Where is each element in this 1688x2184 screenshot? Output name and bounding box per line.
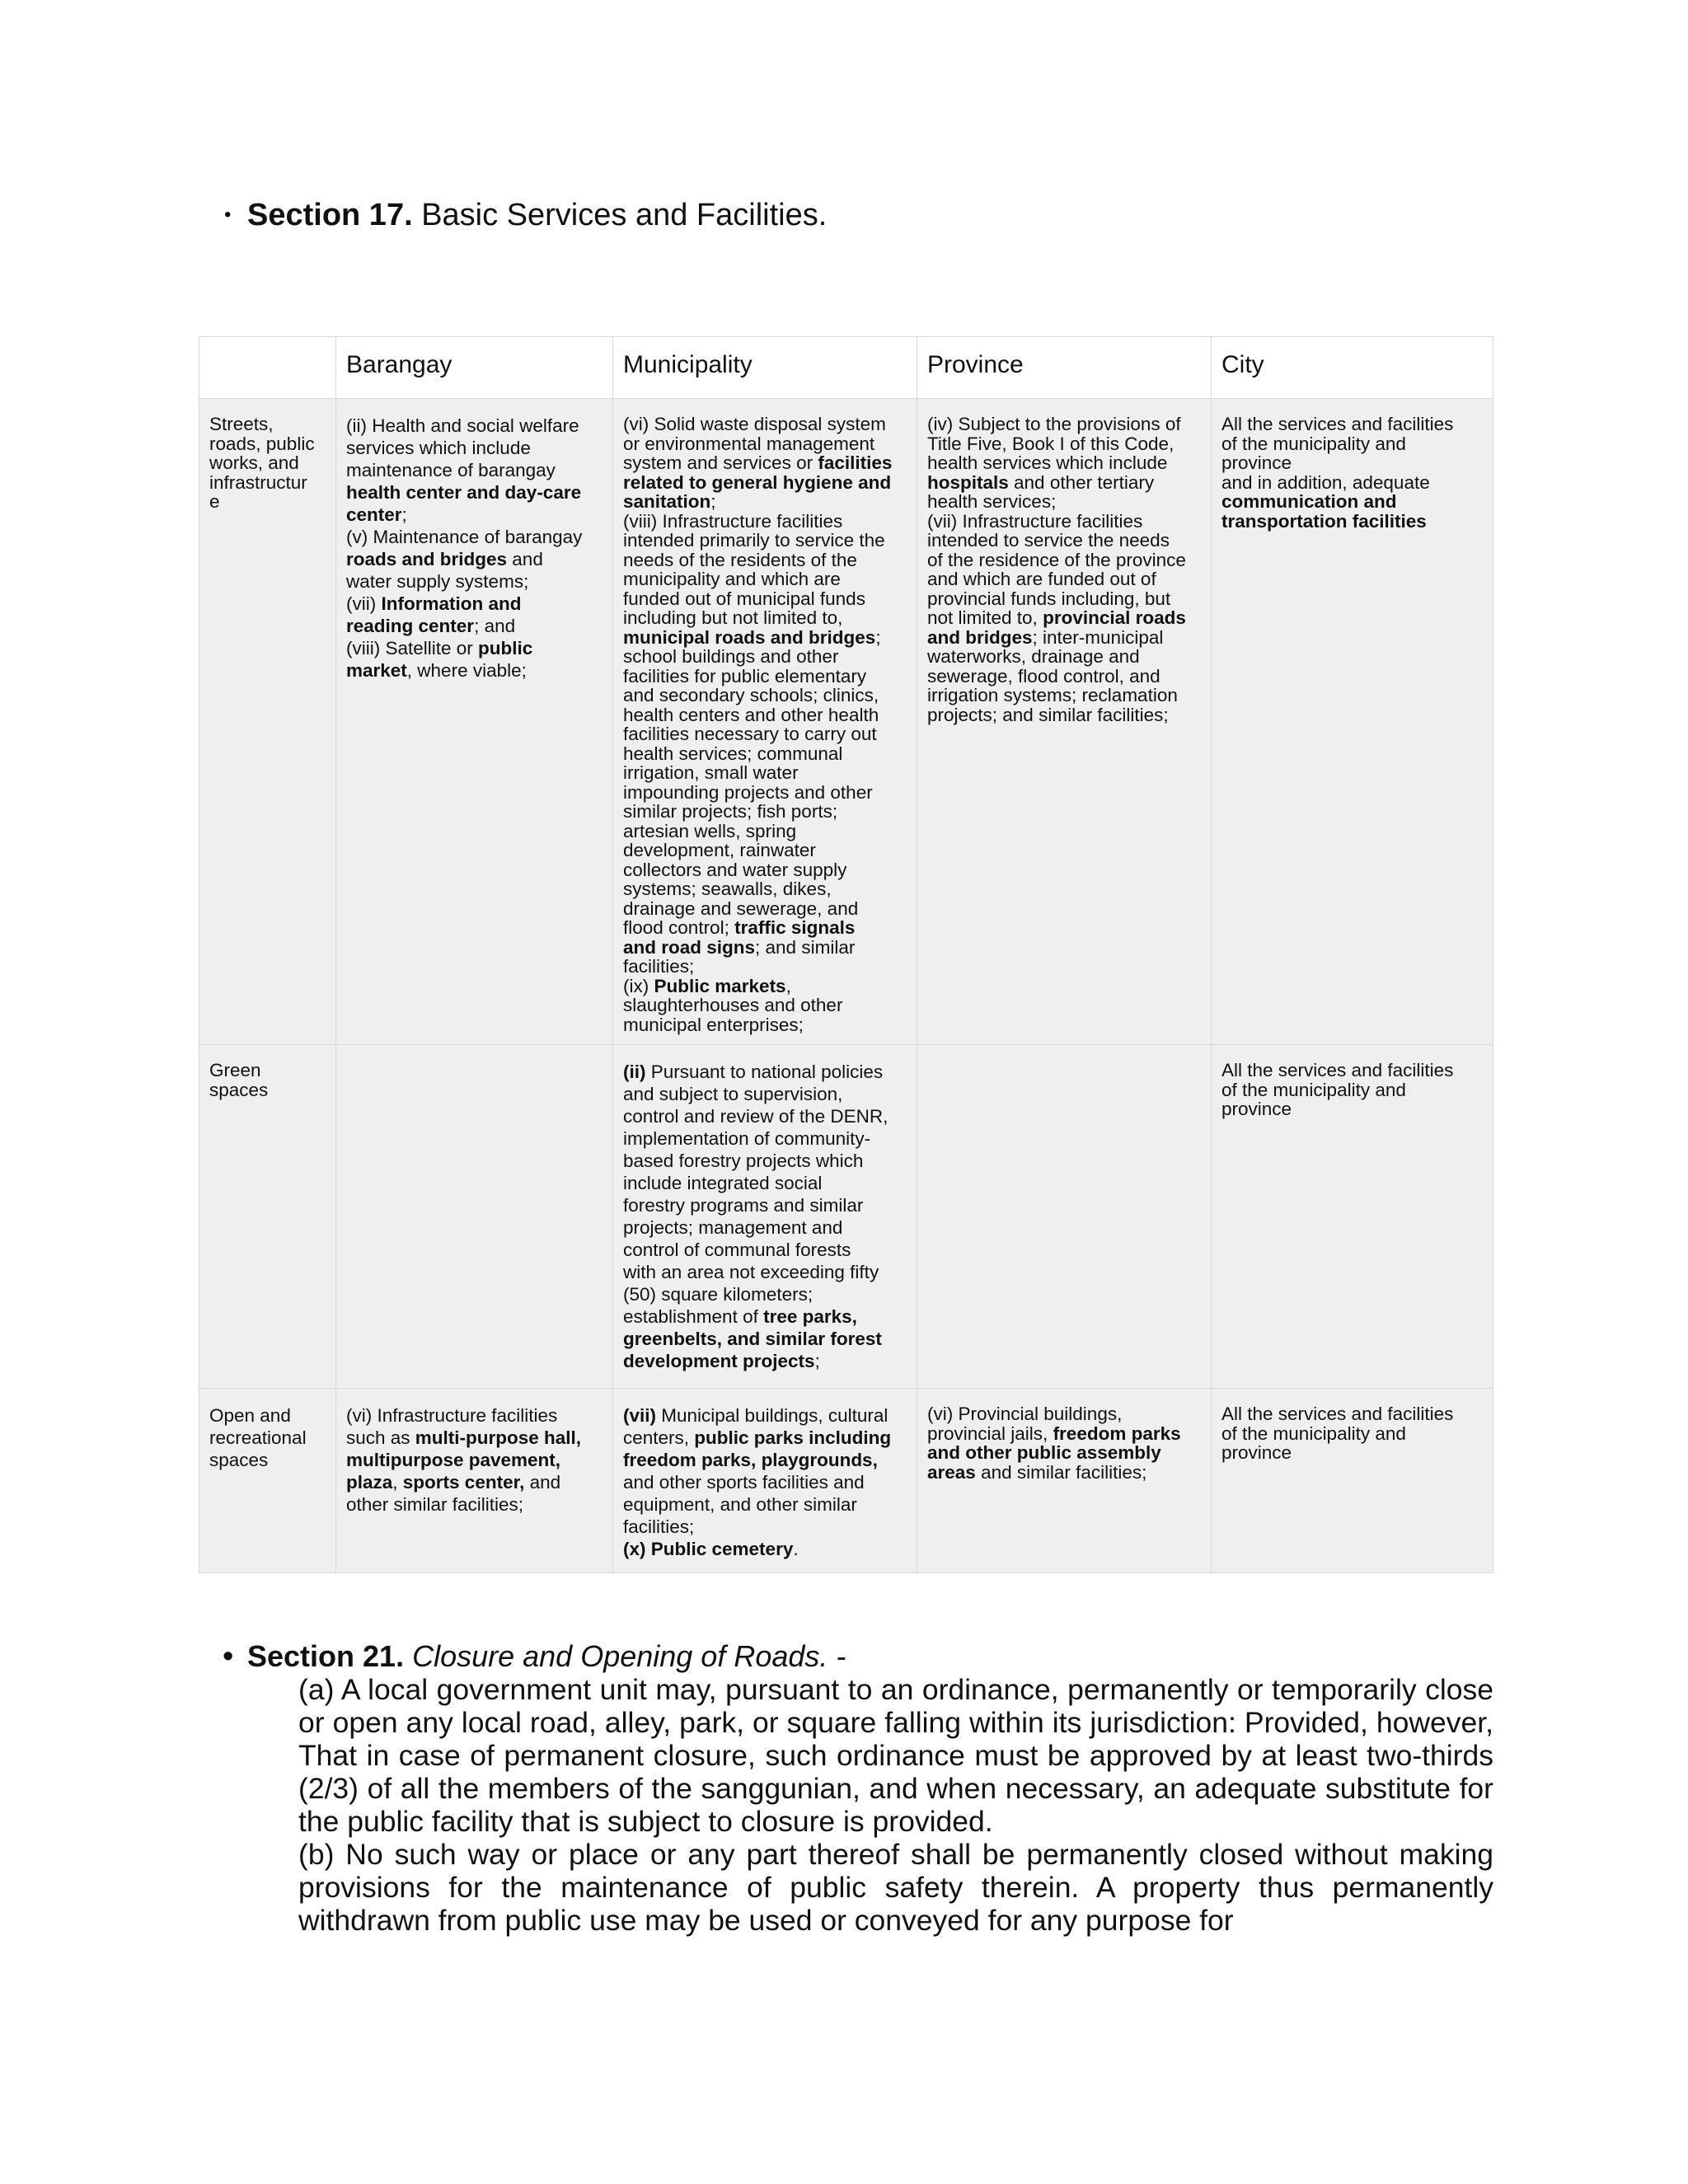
barangay-cell bbox=[336, 1045, 613, 1389]
province-cell bbox=[917, 1045, 1212, 1389]
province-cell bbox=[917, 399, 1212, 1045]
section-21-number: Section 21. bbox=[247, 1639, 405, 1673]
text-run: (vi) Solid waste disposal system or environmental management system and services or bbox=[623, 414, 886, 473]
text-run: Municipal buildings, cultural centers, bbox=[623, 1405, 889, 1448]
text-run: All the services and facilities of the municipality and province bbox=[1221, 1404, 1454, 1463]
bold-text: hospitals bbox=[927, 471, 1009, 493]
text-run: ; school buildings and other facilities for public elementary and secondary schools; clinics, health centers and other health facilities necessary to carry out health services; communal irrigation, small water impounding projects and other similar projects; fish ports; artesian wells, spring development, rainwater collectors and water supply systems; seawalls, dikes, drainage and sewerage, and flood control; bbox=[623, 626, 881, 938]
header-cell-city: City bbox=[1212, 337, 1493, 399]
barangay-cell bbox=[336, 399, 613, 1045]
text-run: . bbox=[793, 1539, 799, 1559]
text-run: ; and similar facilities; (ix) bbox=[623, 936, 856, 996]
text-run: and similar facilities; bbox=[975, 1461, 1147, 1483]
bold-text: tree parks, greenbelts, and similar forest development projects bbox=[623, 1306, 882, 1371]
bold-text: roads and bridges bbox=[346, 549, 508, 569]
text-run: and water supply systems; (vii) bbox=[346, 549, 543, 614]
text-run: ; (viii) Infrastructure facilities intended primarily to service the needs of the residents of the municipality and which are funded out of municipal funds including but not limited to, bbox=[623, 491, 885, 628]
header-cell-province: Province bbox=[917, 337, 1212, 399]
text-run: , where viable; bbox=[406, 660, 527, 681]
bold-text: public market bbox=[346, 638, 533, 681]
bold-text: municipal roads and bridges bbox=[623, 626, 876, 648]
province-cell bbox=[917, 1389, 1212, 1573]
table-header-row bbox=[199, 337, 1493, 399]
text-run: (vi) Provincial buildings, provincial jails, bbox=[927, 1404, 1123, 1444]
city-cell bbox=[1212, 399, 1493, 1045]
bold-text: traffic signals and road signs bbox=[623, 917, 856, 958]
text-run: and other tertiary health services; (vii) Infrastructure facilities intended to service the needs of the residence of the province and which are funded out of provincial funds including, but not limited to, bbox=[927, 471, 1186, 628]
header-cell-barangay: Barangay bbox=[336, 337, 613, 399]
header-cell-municipality: Municipality bbox=[613, 337, 917, 399]
section-21-heading bbox=[223, 1639, 1493, 1674]
section-17-title: Basic Services and Facilities. bbox=[412, 198, 828, 232]
text-run: and other similar facilities; bbox=[346, 1472, 561, 1515]
bullet-icon: • bbox=[224, 204, 232, 226]
bold-text: health center and day-care center bbox=[346, 482, 582, 525]
bold-text: public parks including freedom parks, playgrounds, bbox=[623, 1427, 892, 1470]
text-run: ; inter-municipal waterworks, drainage and sewerage, flood control, and irrigation systems; reclamation projects; and similar facilities; bbox=[927, 626, 1178, 725]
paragraph-a: (a) A local government unit may, pursuant to an ordinance, permanently or temporarily close or open any local road, alley, park, or square falling within its jurisdiction: Provided, however, That in case of permanent closure, such ordinance must be approved by at least two-thirds (2/3) of all the members of the sanggunian, and when necessary, an adequate substitute for the public facility that is subject to closure is provided. bbox=[298, 1673, 1493, 1838]
bold-text: provincial roads and bridges bbox=[927, 607, 1186, 648]
table-row bbox=[199, 1045, 1493, 1389]
table-row bbox=[199, 1389, 1493, 1573]
table-row bbox=[199, 399, 1493, 1045]
bold-text: facilities related to general hygiene and sanitation bbox=[623, 452, 893, 512]
row-category-cell: Open and recreational spaces bbox=[199, 1389, 336, 1573]
municipality-cell bbox=[613, 1389, 917, 1573]
city-cell bbox=[1212, 1389, 1493, 1573]
text-run: ; (v) Maintenance of barangay bbox=[346, 504, 583, 547]
text-run: All the services and facilities of the municipality and province bbox=[1221, 1060, 1454, 1119]
municipality-cell bbox=[613, 399, 917, 1045]
text-run: Pursuant to national policies and subject to supervision, control and review of the DENR, implementation of community- based forestry projects which include integrated social forestry programs and similar projects; management and control of communal forests with an area not exceeding fifty (50) square kilometers; establishment of bbox=[623, 1062, 889, 1327]
barangay-cell bbox=[336, 1389, 613, 1573]
bold-text: multi-purpose hall, multipurpose pavement, plaza bbox=[346, 1427, 582, 1493]
municipality-cell bbox=[613, 1045, 917, 1389]
bold-text: freedom parks and other public assembly areas bbox=[927, 1422, 1181, 1483]
text-run: (ii) Health and social welfare services which include maintenance of barangay bbox=[346, 415, 579, 480]
text-run: and other sports facilities and equipment, and other similar facilities; bbox=[623, 1472, 865, 1537]
section-21-title: Closure and Opening of Roads. - bbox=[404, 1639, 846, 1673]
text-run: (vi) Infrastructure facilities such as bbox=[346, 1405, 558, 1448]
text-run: ; and (viii) Satellite or bbox=[346, 616, 516, 658]
bold-text: Information and reading center bbox=[346, 593, 522, 636]
header-cell-blank bbox=[199, 337, 336, 399]
bold-text: (x) Public cemetery bbox=[623, 1539, 794, 1559]
bold-text: (ii) bbox=[623, 1062, 646, 1082]
bold-text: sports center, bbox=[402, 1472, 525, 1493]
row-category-cell: Streets, roads, public works, and infrastructur e bbox=[199, 399, 336, 1045]
paragraph-b: (b) No such way or place or any part thereof shall be permanently closed without making provisions for the maintenance of public safety therein. A property thus permanently withdrawn from public use may be used or conveyed for any purpose for bbox=[298, 1838, 1493, 1937]
services-table bbox=[199, 336, 1493, 1573]
bold-text: communication and transportation facilities bbox=[1221, 491, 1427, 532]
text-run: , bbox=[392, 1472, 403, 1493]
text-run: ; bbox=[814, 1351, 820, 1371]
bold-text: Public markets bbox=[654, 975, 786, 996]
section-21 bbox=[223, 1639, 1493, 1937]
text-run: (iv) Subject to the provisions of Title Five, Book I of this Code, health services which include bbox=[927, 414, 1181, 473]
bold-text: (vii) bbox=[623, 1405, 657, 1426]
text-run: All the services and facilities of the municipality and province and in addition, adequate bbox=[1221, 414, 1454, 493]
text-run: , slaughterhouses and other municipal enterprises; bbox=[623, 975, 843, 1035]
section-17-number: Section 17. bbox=[247, 198, 413, 232]
bullet-icon: • bbox=[223, 1639, 234, 1674]
section-17-heading bbox=[224, 194, 828, 236]
row-category-cell: Green spaces bbox=[199, 1045, 336, 1389]
city-cell bbox=[1212, 1045, 1493, 1389]
